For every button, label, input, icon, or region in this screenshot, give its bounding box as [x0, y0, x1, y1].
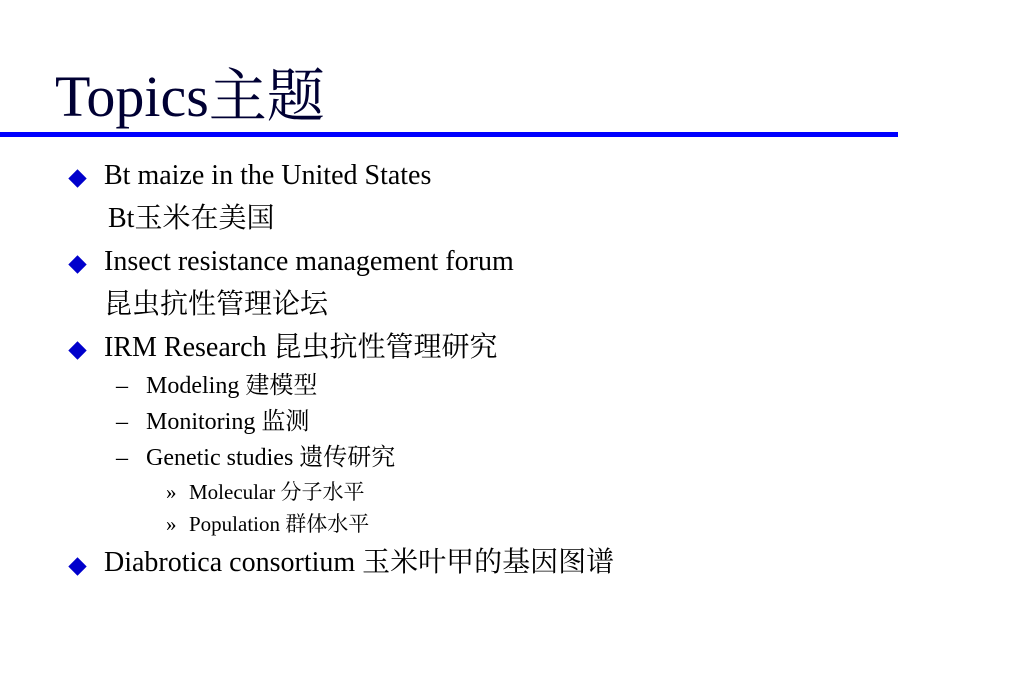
- bullet-text-irm-forum-zh: 昆虫抗性管理论坛: [104, 289, 329, 320]
- diamond-bullet-icon: [68, 255, 86, 273]
- bullet-text-bt-maize-zh: Bt玉米在美国: [108, 203, 275, 234]
- diamond-bullet-icon: [68, 557, 86, 575]
- subsubitem-molecular: Molecular 分子水平: [189, 480, 365, 504]
- dash-marker: –: [116, 373, 128, 399]
- subitem-genetic-studies: Genetic studies 遗传研究: [146, 445, 396, 471]
- diamond-bullet-icon: [68, 169, 86, 187]
- diamond-bullet-icon: [68, 341, 86, 359]
- subitem-modeling: Modeling 建模型: [146, 373, 318, 399]
- bullet-text-bt-maize: Bt maize in the United States: [104, 160, 432, 191]
- bullet-text-irm-research: IRM Research 昆虫抗性管理研究: [104, 332, 498, 363]
- subsubitem-population: Population 群体水平: [189, 512, 370, 536]
- raquo-marker: »: [166, 512, 177, 536]
- slide-title: Topics主题: [55, 64, 325, 129]
- dash-marker: –: [116, 409, 128, 435]
- dash-marker: –: [116, 445, 128, 471]
- bullet-text-irm-forum: Insect resistance management forum: [104, 246, 514, 277]
- title-underline: [0, 132, 898, 137]
- subitem-monitoring: Monitoring 监测: [146, 409, 310, 435]
- raquo-marker: »: [166, 480, 177, 504]
- bullet-text-diabrotica: Diabrotica consortium 玉米叶甲的基因图谱: [104, 547, 615, 578]
